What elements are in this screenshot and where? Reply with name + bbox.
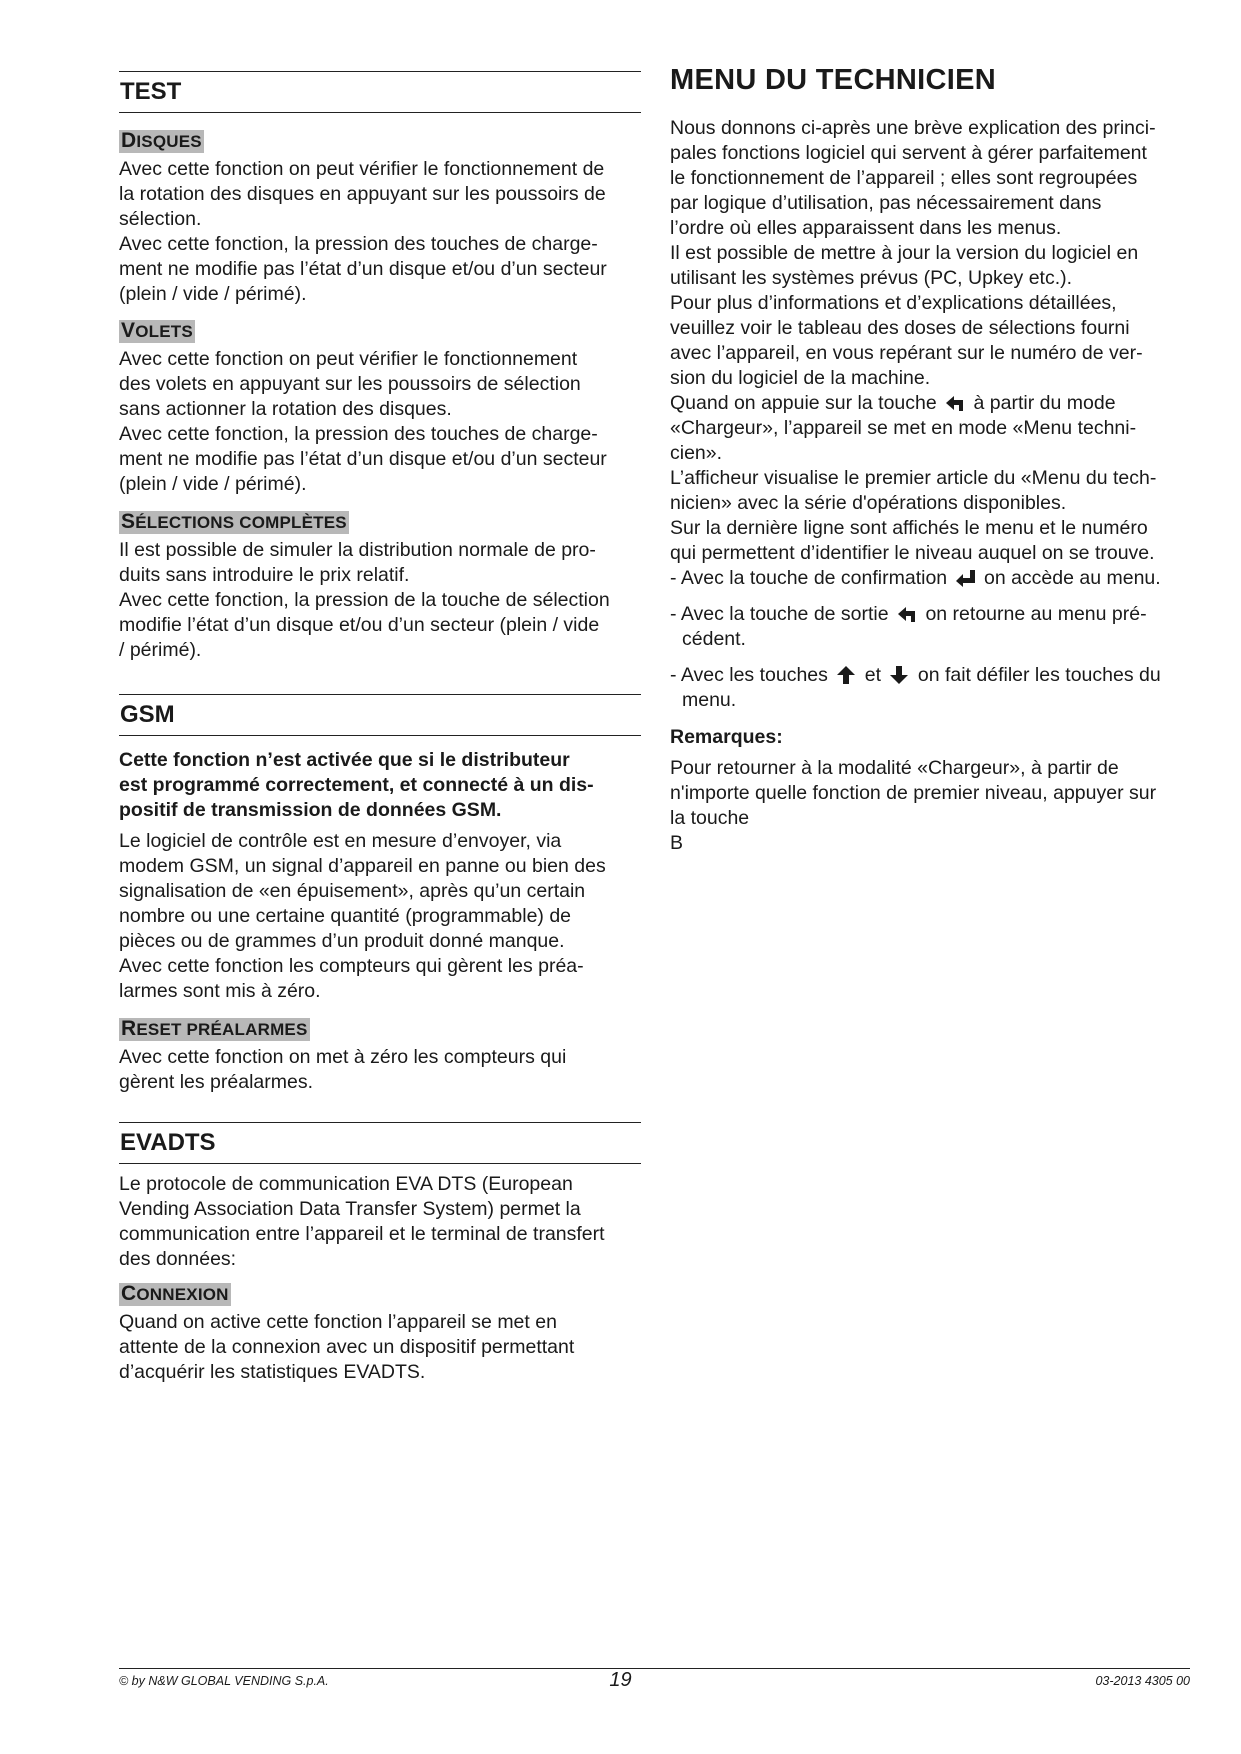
text-line: Pour plus d’informations et d’explications détaillées, (670, 292, 1117, 314)
text-line: modem GSM, un signal d’appareil en panne ou bien des (119, 855, 606, 877)
text-line: Le logiciel de contrôle est en mesure d’envoyer, via (119, 830, 562, 852)
text-line: Avec cette fonction on met à zéro les compteurs qui (119, 1046, 567, 1068)
enter-return-icon (955, 568, 977, 588)
text-line: Avec cette fonction, la pression des touches de charge- (119, 423, 598, 445)
bullet-exit: - Avec la touche de sortie on retourne au menu pré- cédent. (670, 603, 1147, 650)
text-line: / périmé). (119, 639, 202, 661)
text-line: nicien» avec la série d'opérations disponibles. (670, 492, 1067, 514)
text-line: «Chargeur», l’appareil se met en mode «Menu techni- (670, 417, 1137, 439)
subsection-disques (119, 130, 641, 307)
bullet-confirm: - Avec la touche de confirmation on accède au menu. (670, 567, 1161, 589)
text-line: n'importe quelle fonction de premier niveau, appuyer sur (670, 782, 1157, 804)
subsection-reset-prealarmes (119, 1018, 641, 1095)
gsm-note-line: Cette fonction n’est activée que si le distributeur (119, 749, 570, 771)
text-line: larmes sont mis à zéro. (119, 980, 321, 1002)
text-line: Pour retourner à la modalité «Chargeur», à partir de (670, 757, 1119, 779)
text-line: (plein / vide / périmé). (119, 283, 307, 305)
subsection-title-reset: RESET PRÉALARMES (121, 1017, 308, 1040)
text-line: la rotation des disques en appuyant sur les poussoirs de (119, 183, 606, 205)
text-line: Quand on active cette fonction l’appareil se met en (119, 1311, 557, 1333)
bullet-arrows: - Avec les touches et on fait défiler les touches du menu. (670, 664, 1161, 711)
subsection-title-disques: DISQUES (121, 129, 202, 152)
text-line: le fonctionnement de l’appareil ; elles sont regroupées (670, 167, 1138, 189)
arrow-left-exit-icon (896, 604, 918, 624)
arrow-down-icon (888, 665, 910, 685)
page-title: MENU DU TECHNICIEN (670, 64, 997, 96)
arrow-up-icon (835, 665, 857, 685)
text-line: gèrent les préalarmes. (119, 1071, 314, 1093)
text-line: des volets en appuyant sur les poussoirs de sélection (119, 373, 581, 395)
text-line: Il est possible de simuler la distribution normale de pro- (119, 539, 596, 561)
text-line: qui permettent d’identifier le niveau auquel on se trouve. (670, 542, 1155, 564)
text-line: ment ne modifie pas l’état d’un disque et/ou d’un secteur (119, 448, 607, 470)
text-line: Avec cette fonction on peut vérifier le fonctionnement (119, 348, 578, 370)
text-line: Vending Association Data Transfer System) permet la (119, 1198, 581, 1220)
text-line: (plein / vide / périmé). (119, 473, 307, 495)
text-line: L’afficheur visualise le premier article du «Menu du tech- (670, 467, 1157, 489)
text-line: signalisation de «en épuisement», après qu’un certain (119, 880, 586, 902)
text-line: nombre ou une certaine quantité (programmable) de (119, 905, 572, 927)
subsection-title-connexion: CONNEXION (121, 1282, 229, 1305)
section-heading-evadts: EVADTS (119, 1122, 641, 1164)
text-line: pièces ou de grammes d’un produit donné manque. (119, 930, 565, 952)
text-line: B (670, 832, 684, 854)
subsection-selections-completes (119, 511, 641, 663)
text-line: Sur la dernière ligne sont affichés le menu et le numéro (670, 517, 1148, 539)
remarques-title: Remarques: (670, 726, 783, 748)
text-line: Le protocole de communication EVA DTS (European (119, 1173, 573, 1195)
subsection-title-volets: VOLETS (121, 319, 193, 342)
text-line: sélection. (119, 208, 202, 230)
subsection-title-selections: SÉLECTIONS COMPLÈTES (121, 510, 347, 533)
text-line: Avec cette fonction, la pression de la touche de sélection (119, 589, 610, 611)
text-line: attente de la connexion avec un dispositif permettant (119, 1336, 575, 1358)
text-line: Nous donnons ci-après une brève explication des princi- (670, 117, 1156, 139)
evadts-body (119, 1172, 641, 1272)
section-heading-gsm: GSM (119, 694, 641, 736)
text-line: veuillez voir le tableau des doses de sélections fourni (670, 317, 1130, 339)
text-line: pales fonctions logiciel qui servent à gérer parfaitement (670, 142, 1147, 164)
menu-intro (670, 116, 1190, 566)
text-line: des données: (119, 1248, 237, 1270)
text-line: l’ordre où elles apparaissent dans les menus. (670, 217, 1062, 239)
text-line: utilisant les systèmes prévus (PC, Upkey etc.). (670, 267, 1073, 289)
remarques (670, 725, 1190, 856)
text-line: duits sans introduire le prix relatif. (119, 564, 410, 586)
section-heading-test: TEST (119, 71, 641, 113)
text-line: ment ne modifie pas l’état d’un disque et/ou d’un secteur (119, 258, 607, 280)
subsection-connexion (119, 1283, 641, 1385)
text-line: communication entre l’appareil et le terminal de transfert (119, 1223, 605, 1245)
footer-doc-code: 03-2013 4305 00 (1095, 1674, 1190, 1688)
text-line: cien». (670, 442, 723, 464)
text-line: par logique d’utilisation, pas nécessairement dans (670, 192, 1102, 214)
gsm-note-line: positif de transmission de données GSM. (119, 799, 502, 821)
text-line: d’acquérir les statistiques EVADTS. (119, 1361, 426, 1383)
text-line: sion du logiciel de la machine. (670, 367, 931, 389)
gsm-note-line: est programmé correctement, et connecté à un dis- (119, 774, 594, 796)
footer-copyright: © by N&W GLOBAL VENDING S.p.A. (119, 1674, 329, 1688)
text-line: Il est possible de mettre à jour la version du logiciel en (670, 242, 1139, 264)
gsm-body (119, 748, 641, 1004)
text-line: Avec cette fonction, la pression des touches de charge- (119, 233, 598, 255)
text-line: Avec cette fonction on peut vérifier le fonctionnement de (119, 158, 605, 180)
text-line: avec l’appareil, en vous repérant sur le numéro de ver- (670, 342, 1143, 364)
subsection-volets (119, 320, 641, 497)
text-line: modifie l’état d’un disque et/ou d’un secteur (plein / vide (119, 614, 600, 636)
arrow-left-exit-icon (944, 393, 966, 413)
text-line: Avec cette fonction les compteurs qui gèrent les préa- (119, 955, 584, 977)
text-line: sans actionner la rotation des disques. (119, 398, 452, 420)
text-line: Quand on appuie sur la touche à partir du mode (670, 392, 1116, 414)
page-number: 19 (609, 1669, 632, 1691)
text-line: la touche (670, 807, 750, 829)
